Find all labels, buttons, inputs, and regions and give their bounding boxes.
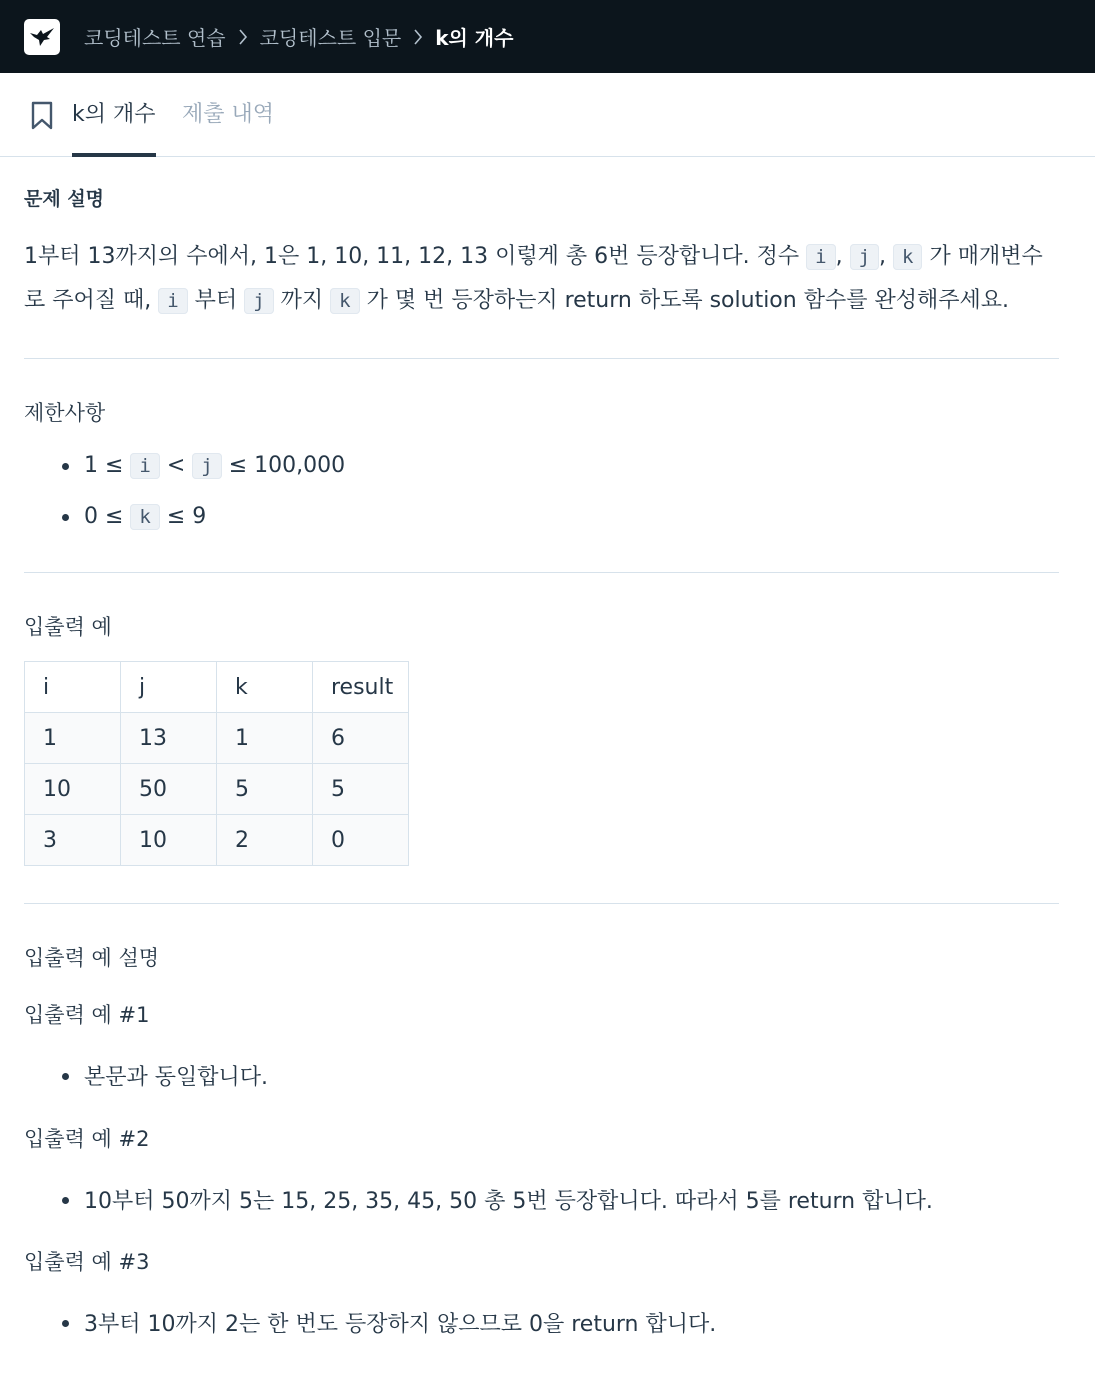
- code-j: j: [244, 288, 273, 314]
- top-navigation-bar: [0, 0, 1095, 73]
- code-j: j: [850, 244, 879, 270]
- bookmark-icon[interactable]: [30, 101, 54, 131]
- column-header: result: [313, 662, 409, 713]
- list-item: 3부터 10까지 2는 한 번도 등장하지 않으므로 0을 return 합니다.: [60, 1307, 716, 1338]
- table-cell: 1: [217, 713, 313, 764]
- table-cell: 10: [25, 764, 121, 815]
- examples-heading: 입출력 예: [24, 615, 112, 639]
- list-item: 10부터 50까지 5는 15, 25, 35, 45, 50 총 5번 등장합니다. 따라서 5를 return 합니다.: [60, 1184, 933, 1215]
- table-cell: 0: [313, 815, 409, 866]
- description-text: ,: [835, 244, 850, 269]
- chevron-right-icon: [238, 28, 248, 46]
- table-cell: 50: [121, 764, 217, 815]
- constraints-list: [60, 449, 345, 534]
- table-row: [25, 815, 409, 866]
- explanation-heading: 입출력 예 설명: [24, 946, 160, 970]
- programmers-logo-icon[interactable]: [24, 19, 60, 55]
- code-i: i: [806, 244, 835, 270]
- tab-problem[interactable]: k의 개수: [72, 97, 156, 157]
- examples-table: [24, 661, 409, 866]
- constraint-text: <: [159, 453, 193, 478]
- constraint-text: ≤ 9: [159, 504, 207, 529]
- description-text: 가 몇 번 등장하는지 return 하도록 solution 함수를 완성해주세요.: [359, 288, 1009, 313]
- list-item: 본문과 동일합니다.: [60, 1060, 268, 1091]
- constraint-item: [60, 500, 345, 534]
- table-cell: 10: [121, 815, 217, 866]
- description-text: 까지: [273, 288, 331, 313]
- table-cell: 5: [313, 764, 409, 815]
- section-divider: [24, 903, 1059, 904]
- code-k: k: [893, 244, 922, 270]
- example-1-title: 입출력 예 #1: [24, 1003, 150, 1027]
- section-divider: [24, 572, 1059, 573]
- column-header: j: [121, 662, 217, 713]
- table-cell: 2: [217, 815, 313, 866]
- table-cell: 5: [217, 764, 313, 815]
- table-row: [25, 713, 409, 764]
- problem-description: [24, 235, 1059, 323]
- constraint-text: ≤ 100,000: [221, 453, 346, 478]
- section-divider: [24, 358, 1059, 359]
- constraints-heading: 제한사항: [24, 401, 106, 425]
- table-header-row: [25, 662, 409, 713]
- table-cell: 6: [313, 713, 409, 764]
- example-3-title: 입출력 예 #3: [24, 1250, 150, 1274]
- description-text: 부터: [187, 288, 245, 313]
- code-k: k: [130, 504, 159, 530]
- table-cell: 1: [25, 713, 121, 764]
- code-j: j: [192, 453, 221, 479]
- column-header: i: [25, 662, 121, 713]
- column-header: k: [217, 662, 313, 713]
- breadcrumb-coding-test-intro[interactable]: 코딩테스트 입문: [259, 26, 402, 50]
- breadcrumb-coding-test-practice[interactable]: 코딩테스트 연습: [84, 26, 226, 50]
- table-row: [25, 764, 409, 815]
- description-text: 1부터 13까지의 수에서, 1은 1, 10, 11, 12, 13 이렇게 총 6번 등장합니다. 정수: [24, 244, 807, 269]
- constraint-text: 0 ≤: [84, 504, 131, 529]
- tab-bar: [0, 73, 1095, 157]
- chevron-right-icon: [413, 28, 423, 46]
- code-i: i: [158, 288, 187, 314]
- example-1-list: [60, 1060, 268, 1091]
- code-k: k: [330, 288, 359, 314]
- table-cell: 13: [121, 713, 217, 764]
- problem-description-heading: 문제 설명: [24, 188, 105, 210]
- description-text: ,: [879, 244, 894, 269]
- description-text: 가 매개변수로 주어질 때,: [24, 244, 1043, 313]
- constraint-text: 1 ≤: [84, 453, 131, 478]
- constraint-item: [60, 449, 345, 483]
- example-3-list: [60, 1307, 716, 1338]
- code-i: i: [130, 453, 159, 479]
- tab-submission-history[interactable]: 제출 내역: [182, 102, 275, 127]
- table-cell: 3: [25, 815, 121, 866]
- example-2-title: 입출력 예 #2: [24, 1127, 150, 1151]
- example-2-list: [60, 1184, 933, 1215]
- breadcrumb-current-problem: k의 개수: [435, 26, 514, 50]
